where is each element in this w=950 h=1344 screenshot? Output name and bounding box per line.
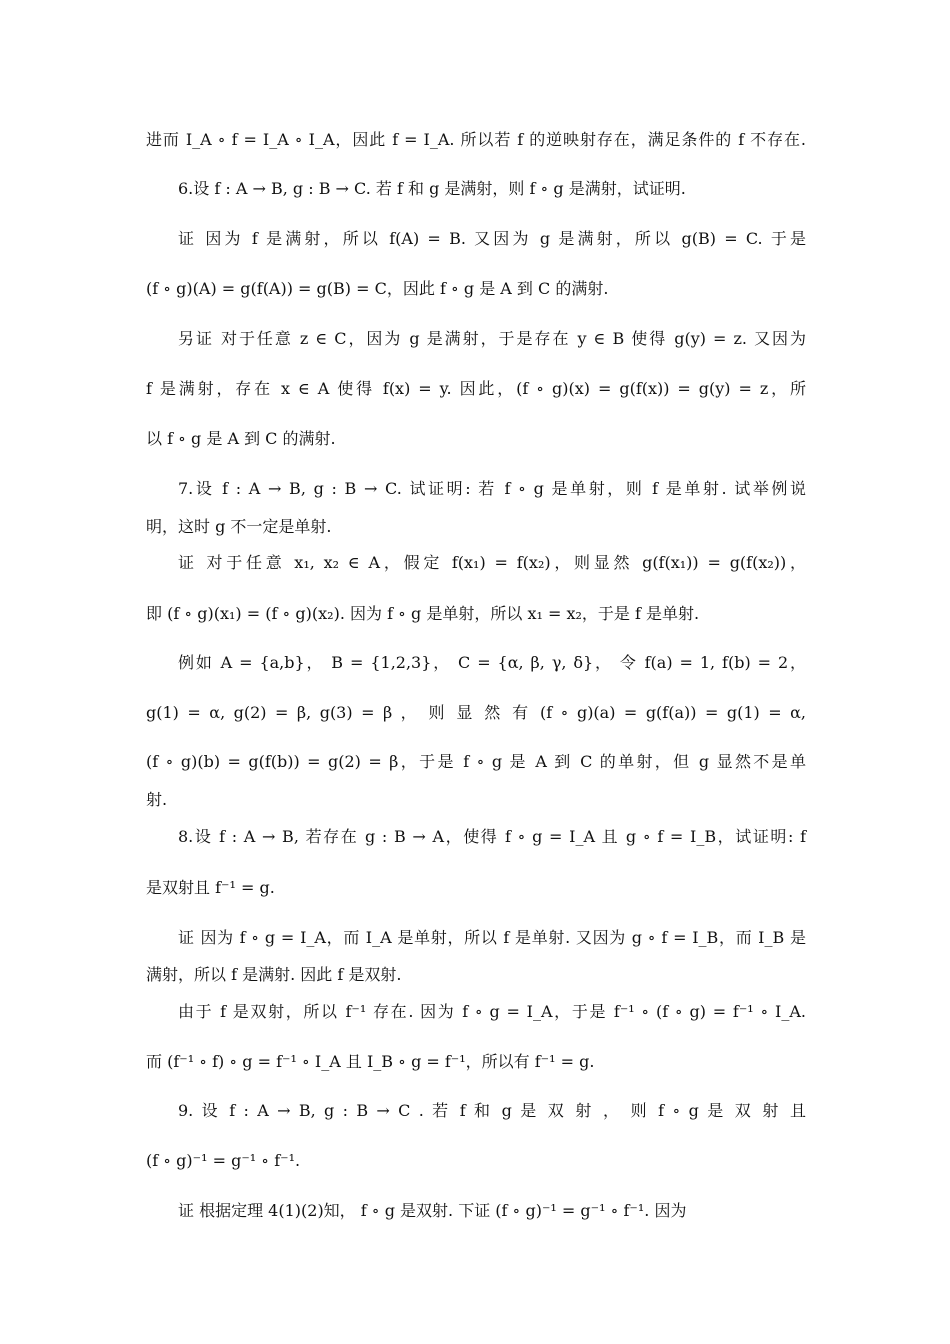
text-line: 即 (f ∘ g)(x₁) = (f ∘ g)(x₂). 因为 f ∘ g 是单射，所以 x₁ = x₂，于是 f 是单射.: [146, 604, 700, 623]
text-line: 由于 f 是双射，所以 f⁻¹ 存在. 因为 f ∘ g = I_A，于是 f⁻¹ ∘ (f ∘ g) = f⁻¹ ∘ I_A.: [178, 1002, 806, 1021]
problem-6-statement: 6.设 f : A → B, g : B → C. 若 f 和 g 是满射，则 f ∘ g 是满射，试证明.: [178, 179, 686, 198]
text-line: 是双射且 f⁻¹ = g.: [146, 878, 275, 897]
text-line: 进而 I_A ∘ f = I_A ∘ I_A，因此 f = I_A. 所以若 f 的逆映射存在，满足条件的 f 不存在.: [146, 130, 806, 149]
text-line: 另证 对于任意 z ∈ C，因为 g 是满射，于是存在 y ∈ B 使得 g(y) = z. 又因为: [178, 329, 806, 348]
text-line: 证 因为 f 是满射，所以 f(A) = B. 又因为 g 是满射，所以 g(B) = C. 于是: [178, 229, 806, 248]
text-line: (f ∘ g)(A) = g(f(A)) = g(B) = C，因此 f ∘ g 是 A 到 C 的满射.: [146, 279, 609, 298]
text-line: 明，这时 g 不一定是单射.: [146, 517, 332, 536]
text-line: 证 因为 f ∘ g = I_A，而 I_A 是单射，所以 f 是单射. 又因为 g ∘ f = I_B，而 I_B 是: [178, 928, 806, 947]
problem-7-statement: 7.设 f : A → B, g : B → C. 试证明: 若 f ∘ g 是单射，则 f 是单射. 试举例说: [178, 479, 806, 498]
problem-9-statement: 9. 设 f : A → B, g : B → C . 若 f 和 g 是 双 射 ， 则 f ∘ g 是 双 射 且: [178, 1101, 806, 1120]
text-line: 满射，所以 f 是满射. 因此 f 是双射.: [146, 965, 402, 984]
text-line: g(1) = α, g(2) = β, g(3) = β ， 则 显 然 有 (f ∘ g)(a) = g(f(a)) = g(1) = α,: [146, 703, 806, 722]
text-line: (f ∘ g)⁻¹ = g⁻¹ ∘ f⁻¹.: [146, 1151, 301, 1170]
text-line: 以 f ∘ g 是 A 到 C 的满射.: [146, 429, 336, 448]
text-line: 证 根据定理 4(1)(2)知， f ∘ g 是双射. 下证 (f ∘ g)⁻¹ = g⁻¹ ∘ f⁻¹. 因为: [178, 1201, 687, 1220]
text-line: f 是满射，存在 x ∈ A 使得 f(x) = y. 因此，(f ∘ g)(x) = g(f(x)) = g(y) = z，所: [146, 379, 806, 398]
text-line: 而 (f⁻¹ ∘ f) ∘ g = f⁻¹ ∘ I_A 且 I_B ∘ g = f⁻¹，所以有 f⁻¹ = g.: [146, 1052, 595, 1071]
problem-8-statement: 8.设 f : A → B, 若存在 g : B → A，使得 f ∘ g = I_A 且 g ∘ f = I_B，试证明: f: [178, 827, 806, 846]
text-line: 射.: [146, 790, 168, 809]
text-line: (f ∘ g)(b) = g(f(b)) = g(2) = β，于是 f ∘ g 是 A 到 C 的单射，但 g 显然不是单: [146, 752, 806, 771]
text-line: 例如 A = {a,b}， B = {1,2,3}， C = {α, β, γ, δ}， 令 f(a) = 1, f(b) = 2，: [178, 653, 806, 672]
text-line: 证 对于任意 x₁, x₂ ∈ A，假定 f(x₁) = f(x₂)，则显然 g(f(x₁)) = g(f(x₂))，: [178, 553, 806, 572]
